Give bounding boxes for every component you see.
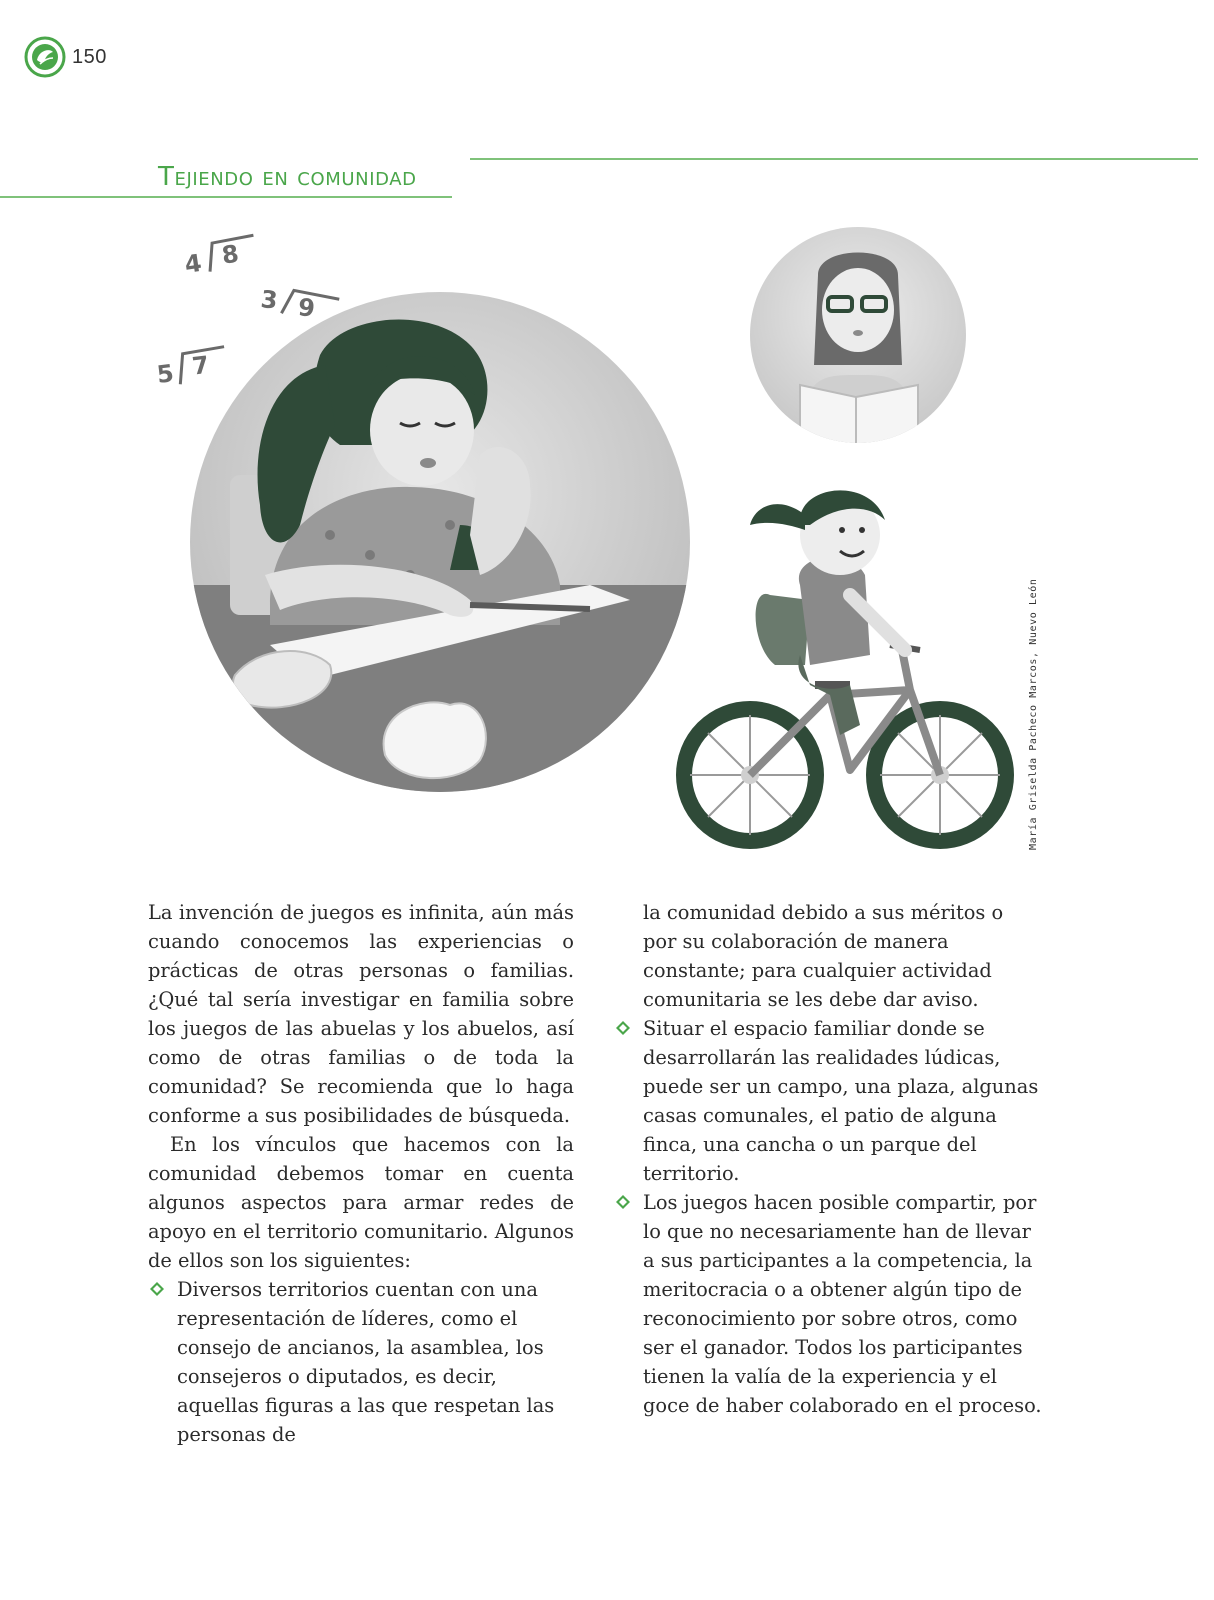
- bullet-list: [148, 1275, 574, 1449]
- list-item: [148, 1275, 574, 1449]
- diamond-bullet-icon: [616, 1195, 630, 1209]
- section-rule-bottom: [0, 196, 452, 198]
- illustration: [150, 225, 1050, 865]
- section-rule-top: [470, 158, 1198, 160]
- diamond-bullet-icon: [616, 1021, 630, 1035]
- math-note: [155, 347, 229, 389]
- girl-homework-scene: [180, 292, 700, 805]
- left-column: [148, 898, 574, 1449]
- girl-reading-scene: [750, 227, 966, 457]
- paragraph: La invención de juegos es infinita, aún más cuando conocemos las experiencias o prácticas de otras personas o familias. ¿Qué tal sería investigar en familia sobre los juegos de las abuelas y los abuelos, así como de otras familias o de toda la comunidad? Se recomienda que lo haga conforme a sus posibilidades de búsqueda.: [148, 901, 574, 1127]
- math-divisor: 3: [259, 285, 279, 315]
- math-divisor: 4: [182, 248, 204, 279]
- diamond-bullet-icon: [150, 1282, 164, 1296]
- list-item-continuation: la comunidad debido a sus méritos o por su colaboración de manera constante; para cualquier actividad comunitaria se les debe dar aviso.: [643, 901, 1004, 1011]
- illustration-credit: María Griselda Pacheco Marcos, Nuevo León: [1028, 578, 1039, 850]
- list-item: [614, 1014, 1042, 1188]
- list-item-text: Diversos territorios cuentan con una representación de líderes, como el consejo de ancianos, la asamblea, los consejeros o diputados, es decir, aquellas figuras a las que respetan las personas de: [177, 1278, 555, 1446]
- page-header: [24, 36, 107, 78]
- page-number: 150: [72, 45, 107, 68]
- green-leaf-circle-icon: [24, 36, 66, 78]
- bullet-list: [614, 1014, 1042, 1420]
- right-column: [614, 898, 1042, 1420]
- math-dividend: 9: [296, 293, 317, 323]
- list-item-text: Los juegos hacen posible compartir, por lo que no necesariamente han de llevar a sus participantes a la competencia, la meritocracia o a obtener algún tipo de reconocimiento por sobre otros, como ser el ganador. Todos los participantes tienen la valía de la experiencia y el goce de haber colaborado en el proceso.: [643, 1191, 1042, 1417]
- section-title: Tejiendo en comunidad: [158, 162, 417, 192]
- math-note: [182, 235, 258, 279]
- math-dividend: 7: [190, 350, 211, 381]
- math-divisor: 5: [155, 359, 176, 389]
- math-dividend: 8: [220, 239, 241, 270]
- list-item-text: Situar el espacio familiar donde se desarrollarán las realidades lúdicas, puede ser un campo, una plaza, algunas casas comunales, el patio de alguna finca, una cancha o un parque del territorio.: [643, 1017, 1039, 1185]
- girl-bicycle-scene: [684, 490, 1006, 841]
- list-item: [614, 1188, 1042, 1420]
- paragraph: En los vínculos que hacemos con la comunidad debemos tomar en cuenta algunos aspectos para armar redes de apoyo en el territorio comunitario. Algunos de ellos son los siguientes:: [148, 1133, 574, 1272]
